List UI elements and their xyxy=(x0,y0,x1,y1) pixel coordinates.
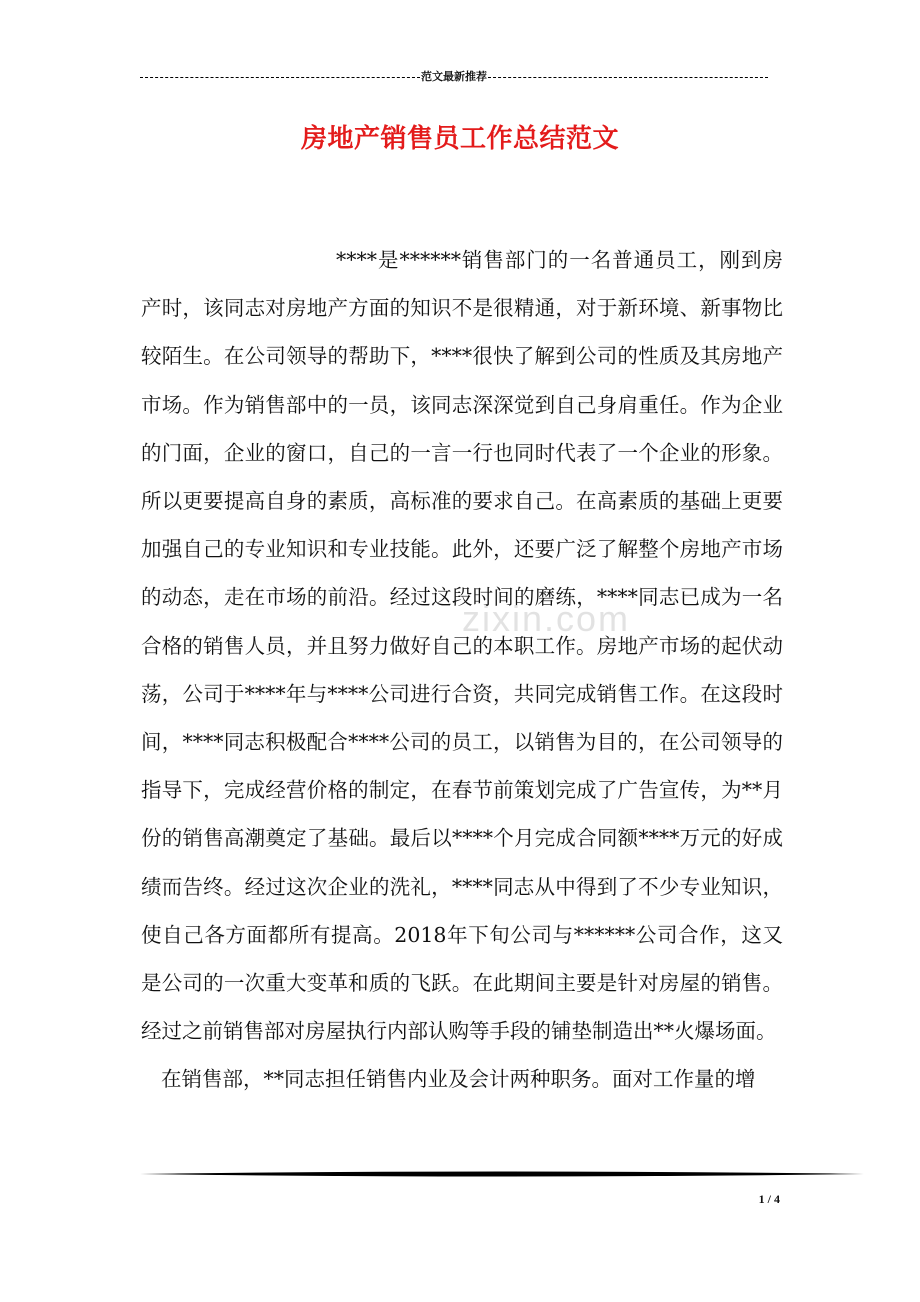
document-body xyxy=(141,236,783,1104)
header-dash-right xyxy=(488,77,768,78)
page-number: 1 / 4 xyxy=(758,1192,780,1206)
header-dash-left xyxy=(140,77,420,78)
footer-rule xyxy=(140,1170,864,1178)
page-header xyxy=(140,66,768,86)
paragraph: ****是******销售部门的一名普通员工，刚到房产时，该同志对房地产方面的知识不是很精通，对于新环境、新事物比较陌生。在公司领导的帮助下，****很快了解到公司的性质及其房地产市场。作为销售部中的一员，该同志深深觉到自己身肩重任。作为企业的门面，企业的窗口，自己的一言一行也同时代表了一个企业的形象。所以更要提高自身的素质，高标准的要求自己。在高素质的基础上更要加强自己的专业知识和专业技能。此外，还要广泛了解整个房地产市场的动态，走在市场的前沿。经过这段时间的磨练，****同志已成为一名合格的销售人员，并且努力做好自己的本职工作。房地产市场的起伏动荡，公司于****年与****公司进行合资，共同完成销售工作。在这段时间，****同志积极配合****公司的员工，以销售为目的，在公司领导的指导下，完成经营价格的制定，在春节前策划完成了广告宣传，为**月份的销售高潮奠定了基础。最后以****个月完成合同额****万元的好成绩而告终。经过这次企业的洗礼，****同志从中得到了不少专业知识，使自己各方面都所有提高。2018年下旬公司与******公司合作，这又是公司的一次重大变革和质的飞跃。在此期间主要是针对房屋的销售。经过之前销售部对房屋执行内部认购等手段的铺垫制造出**火爆场面。 xyxy=(141,248,783,1044)
paragraph: 在销售部，**同志担任销售内业及会计两种职务。面对工作量的增 xyxy=(161,1067,756,1092)
watermark: zixin.com xyxy=(462,598,631,639)
header-label: 范文最新推荐 xyxy=(421,70,487,83)
document-title: 房地产销售员工作总结范文 xyxy=(300,124,619,154)
